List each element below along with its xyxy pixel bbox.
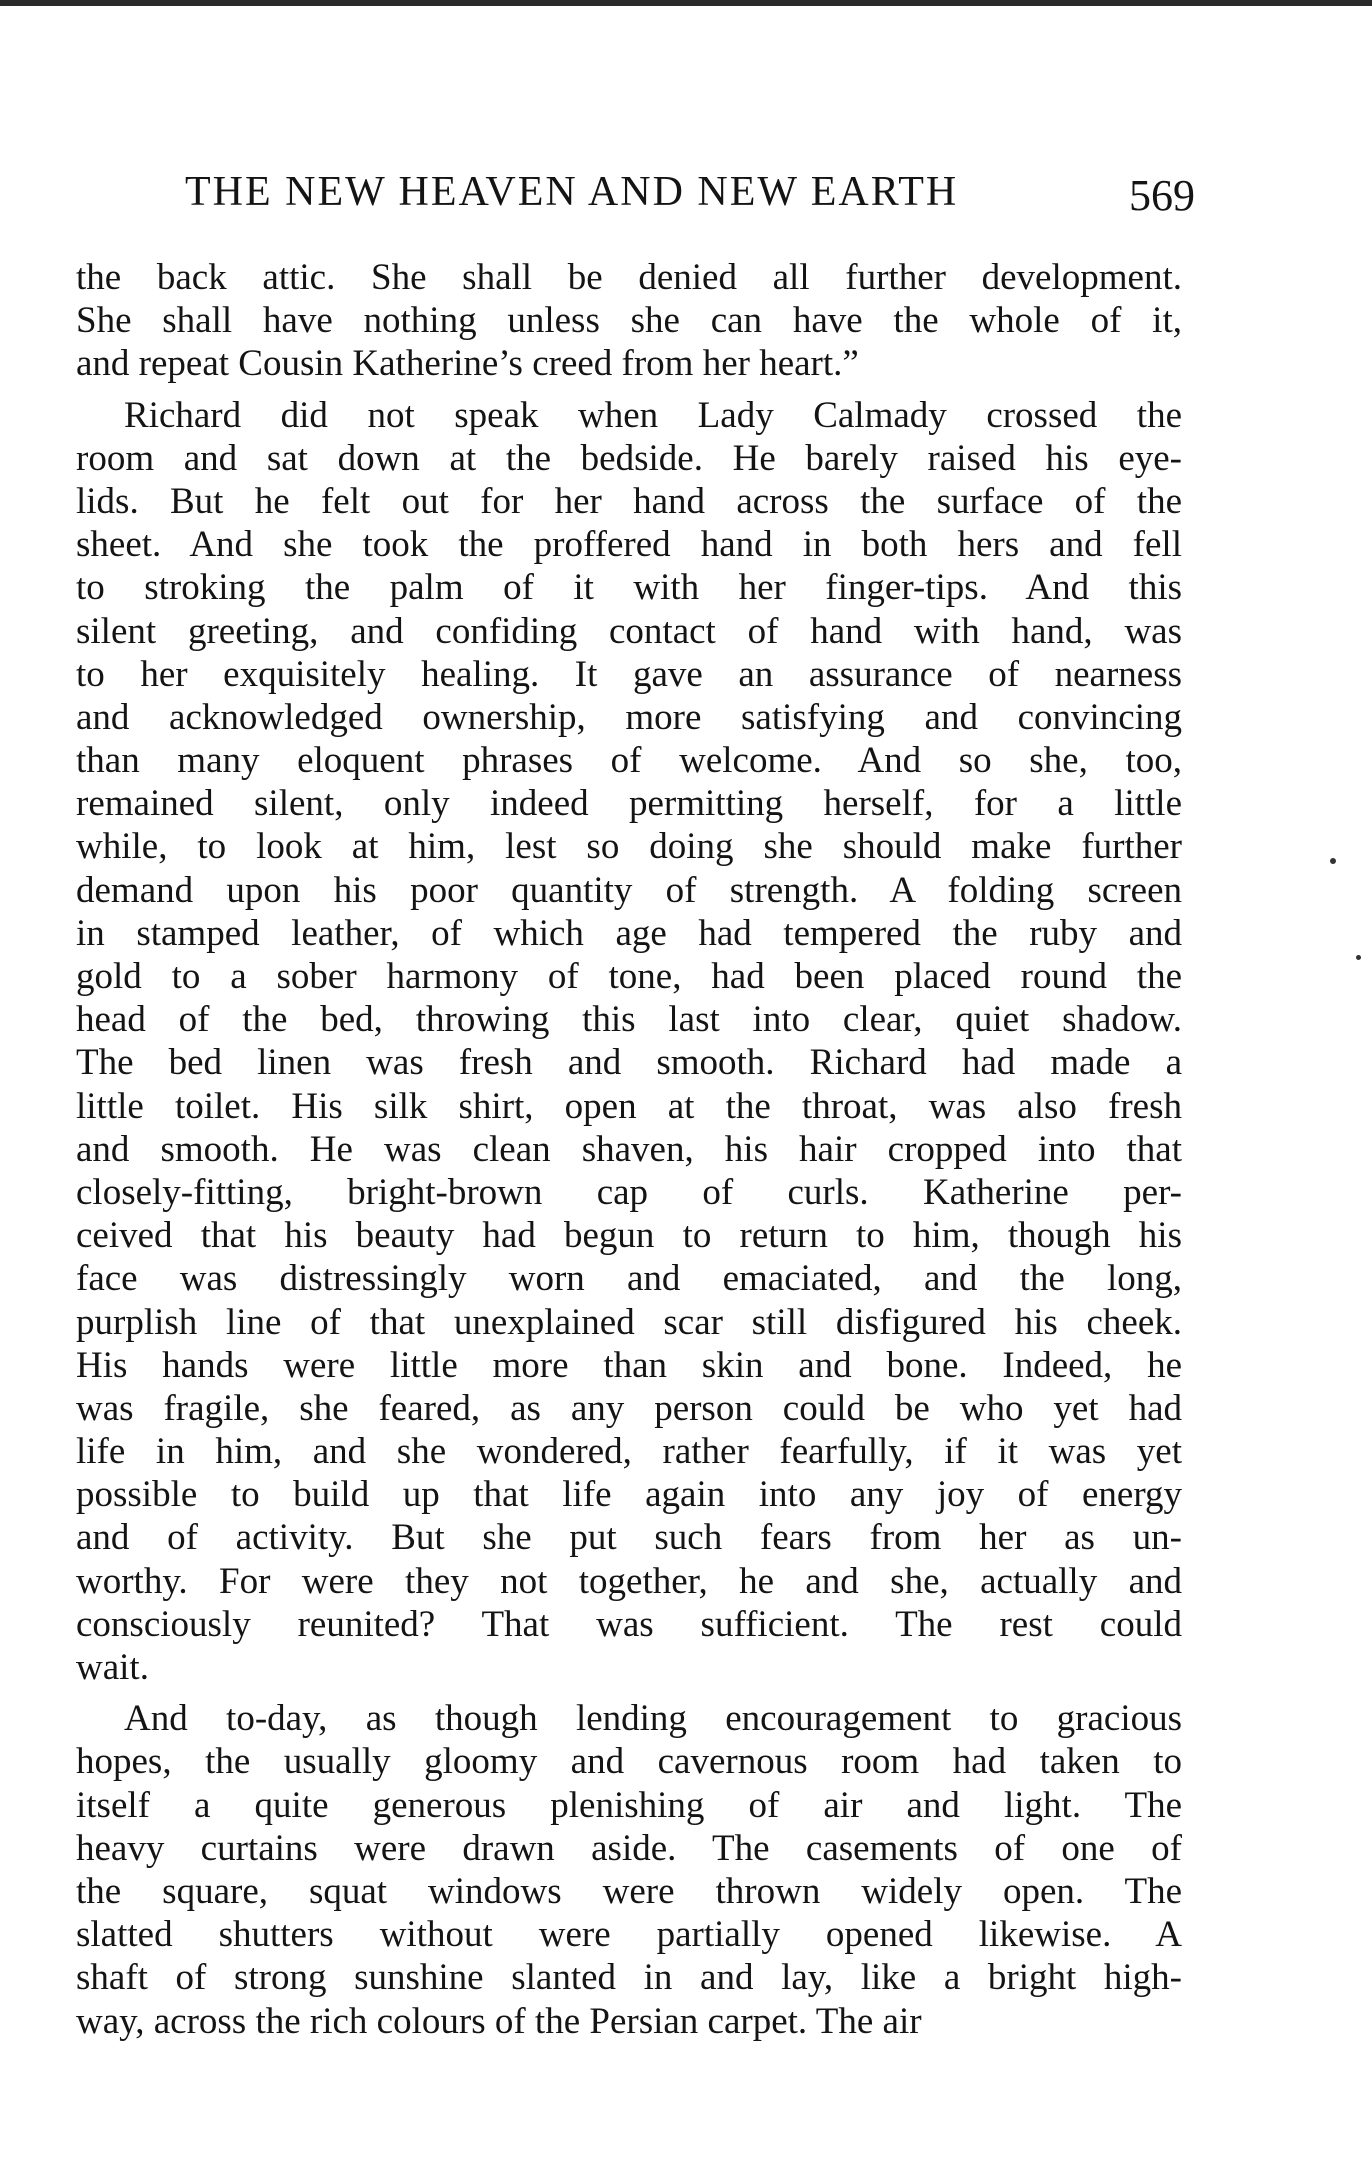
text-line: head of the bed, throwing this last into clear, quiet shadow. (76, 999, 1182, 1041)
text-line: remained silent, only indeed permitting herself, for a little (76, 783, 1182, 825)
text-line: to her exquisitely healing. It gave an assurance of nearness (76, 653, 1182, 695)
text-line: demand upon his poor quantity of strength. A folding screen (76, 869, 1182, 911)
text-line: face was distressingly worn and emaciated, and the long, (76, 1258, 1182, 1300)
text-line: And to-day, as though lending encouragement to gracious (124, 1698, 1182, 1740)
body-text (76, 256, 1182, 2043)
page-speck (1330, 858, 1336, 864)
text-line: possible to build up that life again into any joy of energy (76, 1474, 1182, 1516)
text-line: The bed linen was fresh and smooth. Richard had made a (76, 1042, 1182, 1084)
text-line: silent greeting, and confiding contact of hand with hand, was (76, 610, 1182, 652)
text-line: than many eloquent phrases of welcome. And so she, too, (76, 740, 1182, 782)
text-line: Richard did not speak when Lady Calmady crossed the (124, 394, 1182, 436)
text-line: little toilet. His silk shirt, open at the throat, was also fresh (76, 1085, 1182, 1127)
page-speck (1356, 955, 1361, 960)
text-line: to stroking the palm of it with her finger-tips. And this (76, 567, 1182, 609)
text-line: and repeat Cousin Katherine’s creed from her heart.” (76, 343, 859, 385)
text-line: and smooth. He was clean shaven, his hair cropped into that (76, 1128, 1182, 1170)
text-line: consciously reunited? That was sufficient. The rest could (76, 1603, 1182, 1645)
text-line: slatted shutters without were partially opened likewise. A (76, 1914, 1182, 1956)
text-line: closely-fitting, bright-brown cap of curls. Katherine per- (76, 1171, 1182, 1213)
running-head: THE NEW HEAVEN AND NEW EARTH (185, 169, 959, 215)
top-page-rule (0, 0, 1372, 6)
text-line: heavy curtains were drawn aside. The casements of one of (76, 1827, 1182, 1869)
page-header (165, 162, 1195, 222)
text-line: and acknowledged ownership, more satisfying and convincing (76, 696, 1182, 738)
page-number: 569 (1129, 171, 1195, 220)
text-line: worthy. For were they not together, he and she, actually and (76, 1560, 1182, 1602)
text-line: wait. (76, 1647, 149, 1688)
paragraph (76, 1697, 1182, 2043)
text-line: lids. But he felt out for her hand across the surface of the (76, 480, 1182, 522)
text-line: life in him, and she wondered, rather fearfully, if it was yet (76, 1431, 1182, 1473)
text-line: itself a quite generous plenishing of air and light. The (76, 1784, 1182, 1826)
text-line: was fragile, she feared, as any person could be who yet had (76, 1387, 1182, 1429)
paragraph (76, 394, 1182, 1690)
text-line: the square, squat windows were thrown widely open. The (76, 1870, 1182, 1912)
text-line: the back attic. She shall be denied all further development. (76, 257, 1182, 298)
text-line: ceived that his beauty had begun to return to him, though his (76, 1215, 1182, 1257)
text-line: sheet. And she took the proffered hand in both hers and fell (76, 524, 1182, 566)
text-line: way, across the rich colours of the Persian carpet. The air (76, 2000, 922, 2042)
text-line: gold to a sober harmony of tone, had been placed round the (76, 956, 1182, 997)
text-line: and of activity. But she put such fears from her as un- (76, 1517, 1182, 1559)
text-line: in stamped leather, of which age had tempered the ruby and (76, 912, 1182, 954)
text-line: His hands were little more than skin and bone. Indeed, he (76, 1344, 1182, 1386)
text-line: She shall have nothing unless she can have the whole of it, (76, 300, 1182, 342)
text-line: shaft of strong sunshine slanted in and lay, like a bright high- (76, 1957, 1182, 1999)
text-line: hopes, the usually gloomy and cavernous room had taken to (76, 1741, 1182, 1783)
text-line: room and sat down at the bedside. He barely raised his eye- (76, 437, 1182, 479)
paragraph (76, 256, 1182, 386)
text-line: while, to look at him, lest so doing she should make further (76, 826, 1182, 868)
text-line: purplish line of that unexplained scar still disfigured his cheek. (76, 1301, 1182, 1343)
